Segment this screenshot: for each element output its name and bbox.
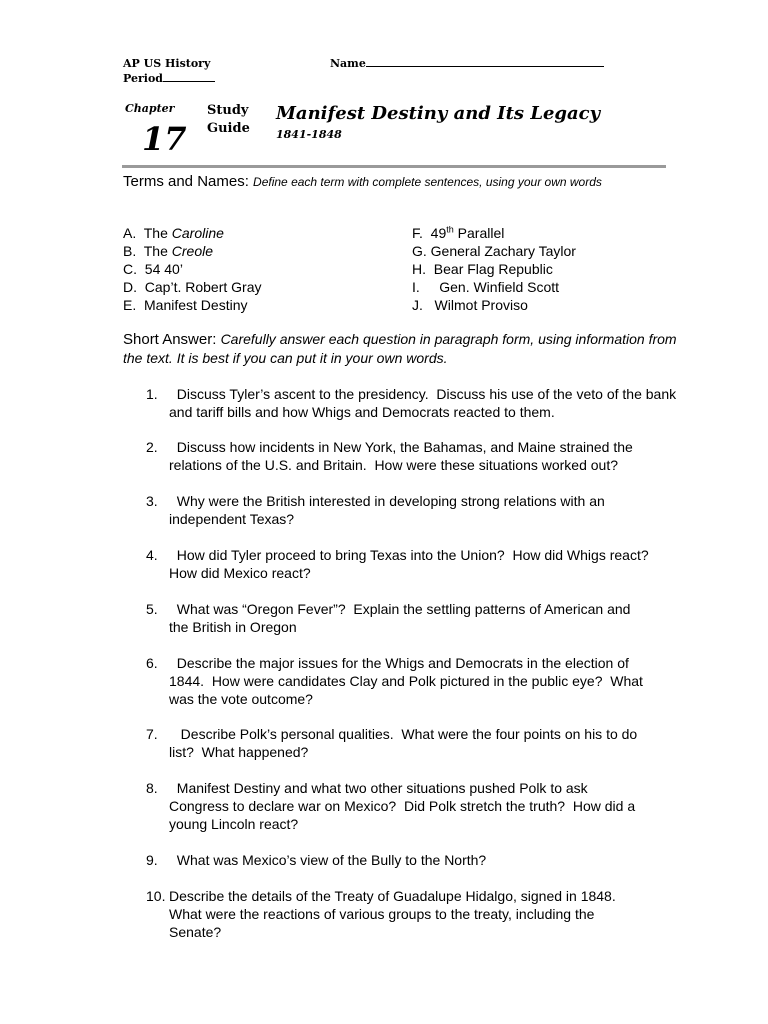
- name-label: Name: [330, 57, 366, 70]
- term-item: H. Bear Flag Republic: [412, 261, 553, 277]
- terms-instruction: Define each term with complete sentences, using your own words: [253, 175, 602, 189]
- terms-heading: [123, 173, 602, 190]
- date-range: 1841-1848: [276, 128, 342, 141]
- page-title: Manifest Destiny and Its Legacy: [276, 103, 601, 124]
- term-item: A. The Caroline: [123, 225, 224, 241]
- chapter-number: 17: [142, 120, 187, 158]
- term-item: E. Manifest Destiny: [123, 297, 248, 313]
- period-blank[interactable]: [163, 71, 215, 82]
- header-course-block: [123, 56, 215, 86]
- period-label: Period: [123, 72, 163, 85]
- term-item: C. 54 40’: [123, 261, 183, 277]
- terms-list-left: [123, 224, 262, 314]
- short-answer-heading: [123, 330, 683, 368]
- name-field: [330, 56, 604, 70]
- short-answer-label: Short Answer:: [123, 331, 217, 348]
- chapter-label: Chapter: [125, 102, 175, 115]
- short-answer-instruction: Carefully answer each question in paragraph form, using information from the text. It is best if you can put it in your own words.: [123, 331, 677, 366]
- term-item: G. General Zachary Taylor: [412, 243, 576, 259]
- terms-list-right: [412, 224, 576, 314]
- term-item: B. The Creole: [123, 243, 214, 259]
- terms-heading-label: Terms and Names:: [123, 173, 249, 190]
- guide-word: Guide: [207, 121, 250, 136]
- course-title: AP US History: [123, 57, 211, 70]
- term-item: I. Gen. Winfield Scott: [412, 279, 560, 295]
- term-item: D. Cap’t. Robert Gray: [123, 279, 262, 295]
- term-item: J. Wilmot Proviso: [412, 297, 528, 313]
- study-guide-label: [207, 102, 250, 138]
- horizontal-divider: [122, 165, 666, 168]
- term-item: F. 49th Parallel: [412, 224, 505, 241]
- period-field: [123, 71, 215, 86]
- name-blank[interactable]: [366, 56, 604, 67]
- study-word: Study: [207, 103, 249, 118]
